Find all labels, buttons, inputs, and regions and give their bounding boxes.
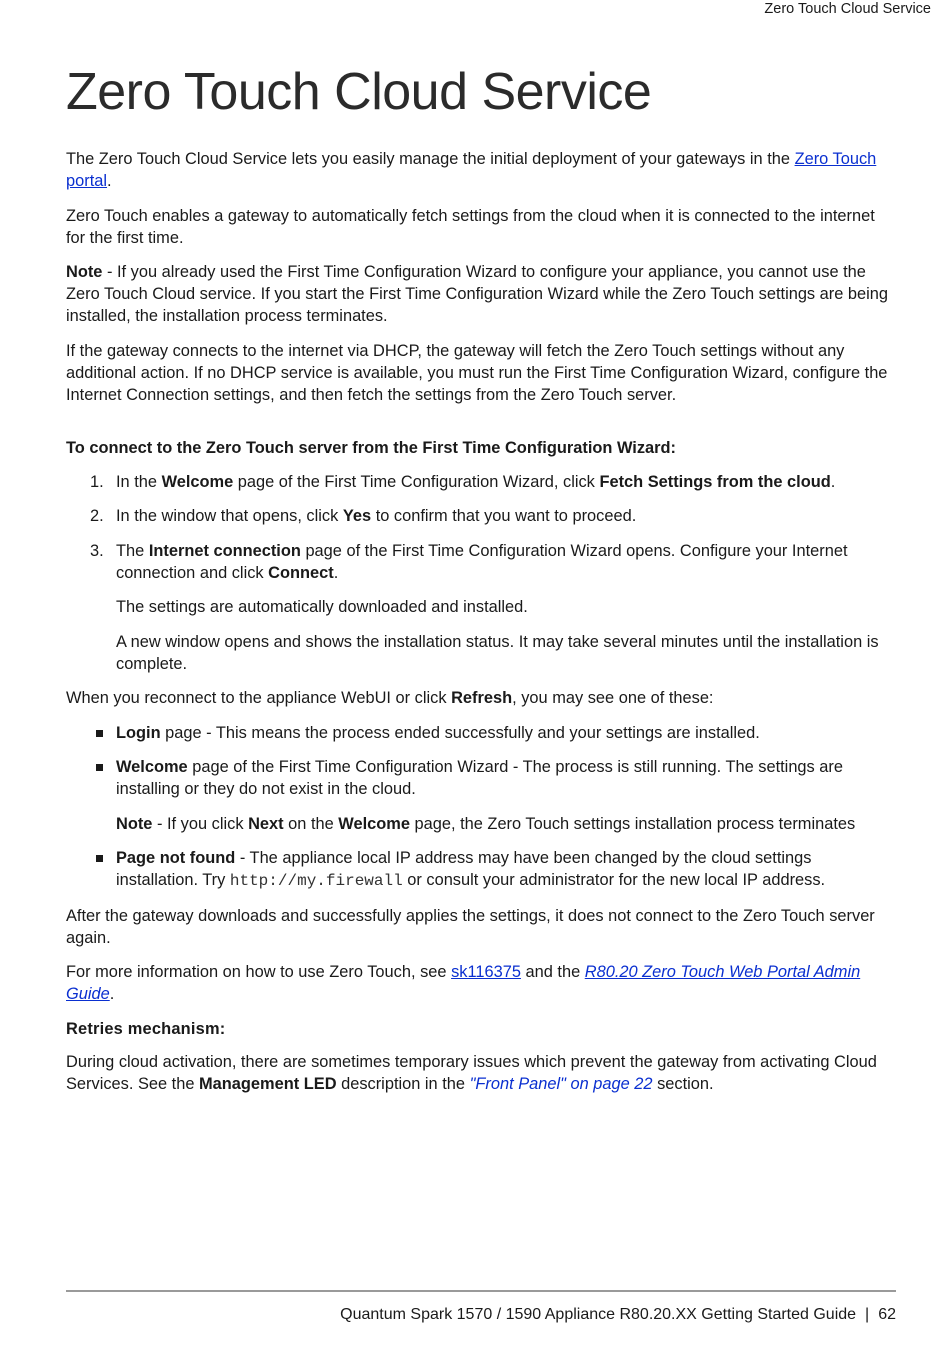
step-text: page of the First Time Configuration Wizard, click	[233, 472, 600, 491]
step-bold: Fetch Settings from the cloud	[599, 472, 831, 491]
step-number: 1.	[90, 472, 104, 491]
outcome-list-continued	[66, 847, 896, 892]
bullet-bold: Welcome	[116, 758, 188, 776]
bullet-text: page of the First Time Configuration Wizard - The process is still running. The settings are installing or they do not exist in the cloud.	[116, 758, 843, 798]
retries-paragraph	[66, 1051, 896, 1095]
document-body	[66, 148, 896, 1107]
step-item	[66, 471, 896, 493]
list-item	[66, 722, 896, 744]
more-info-text: For more information on how to use Zero Touch, see	[66, 963, 452, 981]
outcome-list	[66, 722, 896, 801]
step-text: In the	[116, 472, 162, 491]
note-text: page, the Zero Touch settings installation process terminates	[409, 814, 856, 833]
note-text: - If you click	[152, 814, 249, 833]
after-paragraph: After the gateway downloads and successfully applies the settings, it does not connect to the Zero Touch server again.	[66, 906, 875, 947]
reconnect-paragraph	[66, 687, 896, 709]
firewall-url-code: http://my.firewall	[229, 872, 403, 890]
step-text: page of the First Time Configuration Wizard opens. Configure your Internet connection and click	[116, 541, 848, 582]
page-title: Zero Touch Cloud Service	[66, 63, 652, 121]
bullet-square-icon	[96, 764, 103, 771]
bullet-square-icon	[96, 730, 103, 737]
step-text: The	[116, 541, 149, 560]
intro-text: The Zero Touch Cloud Service lets you easily manage the initial deployment of your gateways in the	[66, 150, 795, 168]
refresh-bold: Refresh	[451, 689, 513, 707]
note-label: Note	[116, 814, 153, 833]
retries-text: section.	[652, 1074, 714, 1093]
note-text: - If you already used the First Time Configuration Wizard to configure your appliance, you cannot use the Zero Touch Cloud service. If you start the First Time Configuration Wizard while the Zero Touch settings are being installed, the installation process terminates.	[66, 263, 889, 325]
step-item	[66, 540, 896, 584]
intro-paragraph	[66, 148, 896, 192]
reconnect-text: , you may see one of these:	[512, 689, 714, 707]
list-item	[66, 756, 896, 800]
step-number: 3.	[90, 541, 104, 560]
footer-divider	[66, 1290, 896, 1292]
bullet-square-icon	[96, 855, 103, 862]
bullet-bold: Login	[116, 723, 161, 742]
front-panel-xref-link[interactable]: "Front Panel" on page 22	[469, 1074, 653, 1093]
running-header: Zero Touch Cloud Service	[764, 1, 931, 17]
note-label: Note	[66, 263, 103, 281]
retries-heading: Retries mechanism:	[66, 1019, 226, 1038]
step3-result-2: A new window opens and shows the installation status. It may take several minutes until the installation is complete.	[116, 632, 879, 673]
step-item	[66, 505, 896, 527]
zero-touch-portal-link[interactable]: Zero Touch portal	[66, 150, 877, 190]
note-bold: Next	[248, 814, 284, 833]
fetch-settings-paragraph: Zero Touch enables a gateway to automatically fetch settings from the cloud when it is connected to the internet for the first time.	[66, 206, 875, 247]
more-info-text: and the	[520, 963, 585, 981]
step-text: .	[830, 472, 836, 491]
bullet-text: or consult your administrator for the new local IP address.	[402, 871, 826, 889]
guide-title: Quantum Spark 1570 / 1590 Appliance R80.20.XX Getting Started Guide	[340, 1306, 857, 1323]
step-number: 2.	[90, 507, 104, 525]
more-info-text: .	[109, 985, 115, 1003]
more-info-paragraph	[66, 961, 896, 1005]
bullet-note	[66, 813, 896, 835]
admin-guide-link[interactable]: R80.20 Zero Touch Web Portal Admin Guide	[66, 963, 861, 1003]
step-bold: Yes	[342, 507, 372, 525]
note-text: on the	[283, 814, 339, 833]
dhcp-paragraph: If the gateway connects to the internet via DHCP, the gateway will fetch the Zero Touch settings without any additional action. If no DHCP service is available, you must run the First Time Configuration Wizard, configure the Internet Connection settings, and then fetch the settings from the Zero Touch server.	[66, 341, 888, 404]
reconnect-text: When you reconnect to the appliance WebUI or click	[66, 689, 452, 707]
page-footer	[340, 1306, 896, 1324]
retries-text: description in the	[336, 1074, 470, 1093]
procedure-title: To connect to the Zero Touch server from the First Time Configuration Wizard:	[66, 438, 676, 457]
bullet-text: page - This means the process ended successfully and your settings are installed.	[160, 723, 760, 742]
management-led-bold: Management LED	[199, 1074, 337, 1093]
step-text: .	[333, 563, 339, 582]
step-bold: Connect	[268, 563, 334, 582]
page-number: 62	[878, 1306, 896, 1323]
retries-text: During cloud activation, there are sometimes temporary issues which prevent the gateway from activating Cloud Services. See the	[66, 1052, 877, 1093]
step-bold: Welcome	[161, 472, 234, 491]
note-paragraph	[66, 261, 896, 327]
footer-separator: |	[865, 1306, 870, 1323]
bullet-bold: Page not found	[116, 849, 236, 867]
step3-result-1: The settings are automatically downloaded and installed.	[116, 598, 528, 616]
step-text: to confirm that you want to proceed.	[371, 507, 637, 525]
sk116375-link[interactable]: sk116375	[451, 963, 521, 981]
bullet-text: - The appliance local IP address may have been changed by the cloud settings installation. Try	[116, 849, 812, 889]
step-bold: Internet connection	[148, 541, 301, 560]
procedure-steps	[66, 471, 896, 584]
intro-end: .	[107, 172, 112, 190]
list-item	[66, 847, 896, 892]
step-text: In the window that opens, click	[116, 507, 343, 525]
note-bold: Welcome	[338, 814, 410, 833]
